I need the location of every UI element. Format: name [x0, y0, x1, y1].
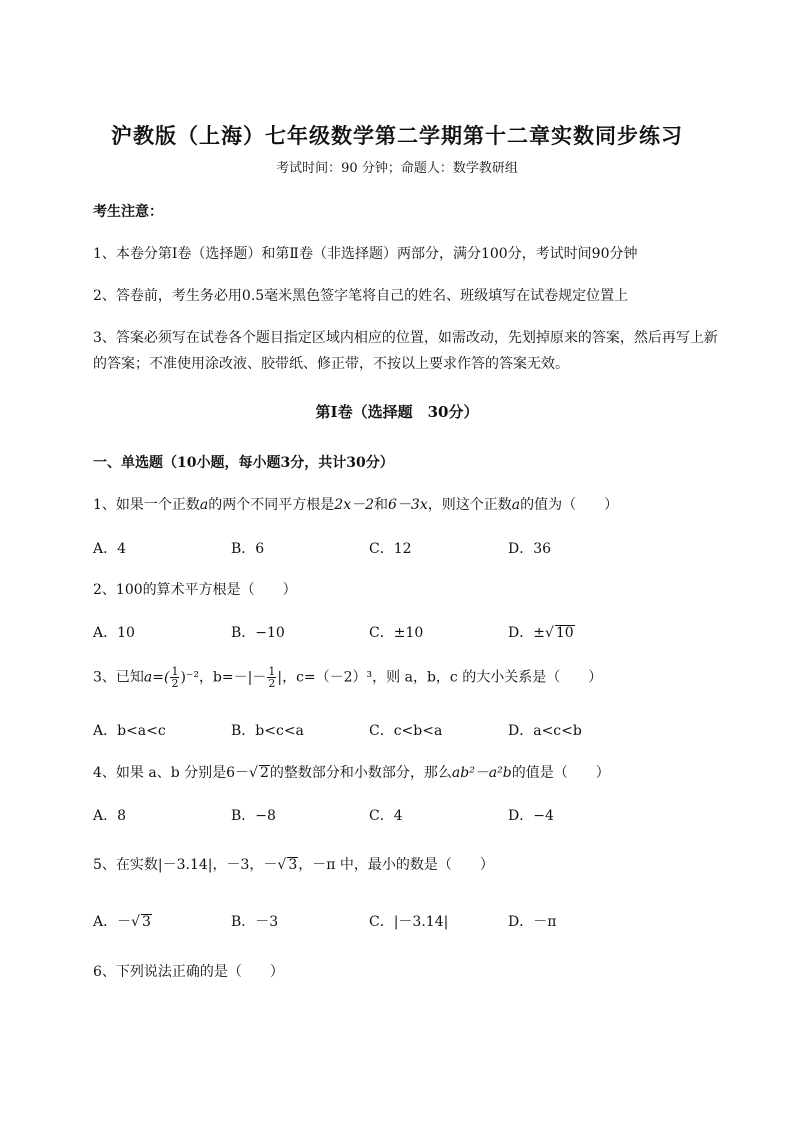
q3-option-d[interactable]: D．a<c<b	[508, 723, 582, 739]
exam-info: 考试时间：90 分钟；命题人：数学教研组	[276, 161, 518, 176]
sqrt-radicand: 3	[142, 914, 151, 930]
sqrt-radicand: 2	[259, 765, 269, 781]
q3-option-b[interactable]: B．b<c<a	[231, 723, 304, 739]
question-2: 2、100的算术平方根是（ ）	[93, 582, 297, 598]
page-title: 沪教版（上海）七年级数学第二学期第十二章实数同步练习	[111, 123, 683, 148]
q2-option-d[interactable]: D．±√ 10	[508, 625, 574, 641]
q5-option-d[interactable]: D．－π	[508, 914, 557, 930]
q4-option-d[interactable]: D．−4	[508, 808, 554, 824]
q1-option-a[interactable]: A．4	[93, 541, 127, 557]
notice-item-3-cont: 的答案；不准使用涂改液、胶带纸、修正带，不按以上要求作答的答案无效。	[93, 356, 569, 372]
part-heading: 一、单选题（10小题，每小题3分，共计30分）	[93, 455, 394, 471]
q1-option-d[interactable]: D．36	[508, 541, 552, 557]
q5-option-c[interactable]: C．|－3.14|	[369, 914, 449, 930]
sqrt-radicand: 3	[288, 857, 298, 873]
notice-heading: 考生注意：	[93, 204, 163, 220]
notice-item-1: 1、本卷分第Ⅰ卷（选择题）和第Ⅱ卷（非选择题）两部分，满分100分，考试时间90分钟	[93, 246, 638, 262]
q4-option-b[interactable]: B．−8	[231, 808, 276, 824]
notice-item-3: 3、答案必须写在试卷各个题目指定区域内相应的位置，如需改动，先划掉原来的答案，然后再写上新	[93, 330, 718, 346]
q1-option-b[interactable]: B．6	[231, 541, 265, 557]
q4-option-c[interactable]: C．4	[369, 808, 403, 824]
sqrt-radicand: 10	[555, 625, 574, 641]
question-4: 4、如果 a、b 分别是6－√ 2的整数部分和小数部分，那么ab²－a²b的值是（ ）	[93, 765, 610, 781]
q2-option-b[interactable]: B．−10	[231, 625, 285, 641]
question-5: 5、在实数|－3.14|，－3，－√ 3，－π 中，最小的数是（ ）	[93, 857, 494, 873]
q2-option-a[interactable]: A．10	[93, 625, 135, 641]
q4-option-a[interactable]: A．8	[93, 808, 127, 824]
question-1: 1、如果一个正数a的两个不同平方根是2x－2和6－3x，则这个正数a的值为（ ）	[93, 497, 619, 513]
q2-option-c[interactable]: C．±10	[369, 625, 424, 641]
section-title: 第Ⅰ卷（选择题 30分）	[315, 403, 479, 421]
q1-option-c[interactable]: C．12	[369, 541, 412, 557]
q3-option-c[interactable]: C．c<b<a	[369, 723, 443, 739]
q5-option-b[interactable]: B．－3	[231, 914, 279, 930]
fraction: $\frac{1}{2}$	[171, 665, 179, 690]
q3-option-a[interactable]: A．b<a<c	[93, 723, 166, 739]
question-6: 6、下列说法正确的是（ ）	[93, 964, 284, 980]
question-3: 3、已知a=( $\frac{1}{2}$ )⁻²，b=－|－ $\frac{1}{2}$ |，c=（－2）³，则 a，b，c 的大小关系是（ ）	[93, 665, 603, 690]
q5-option-a[interactable]: A．－√ 3	[93, 914, 151, 930]
fraction: $\frac{1}{2}$	[268, 665, 276, 690]
notice-item-2: 2、答卷前，考生务必用0.5毫米黑色签字笔将自己的姓名、班级填写在试卷规定位置上	[93, 288, 629, 304]
